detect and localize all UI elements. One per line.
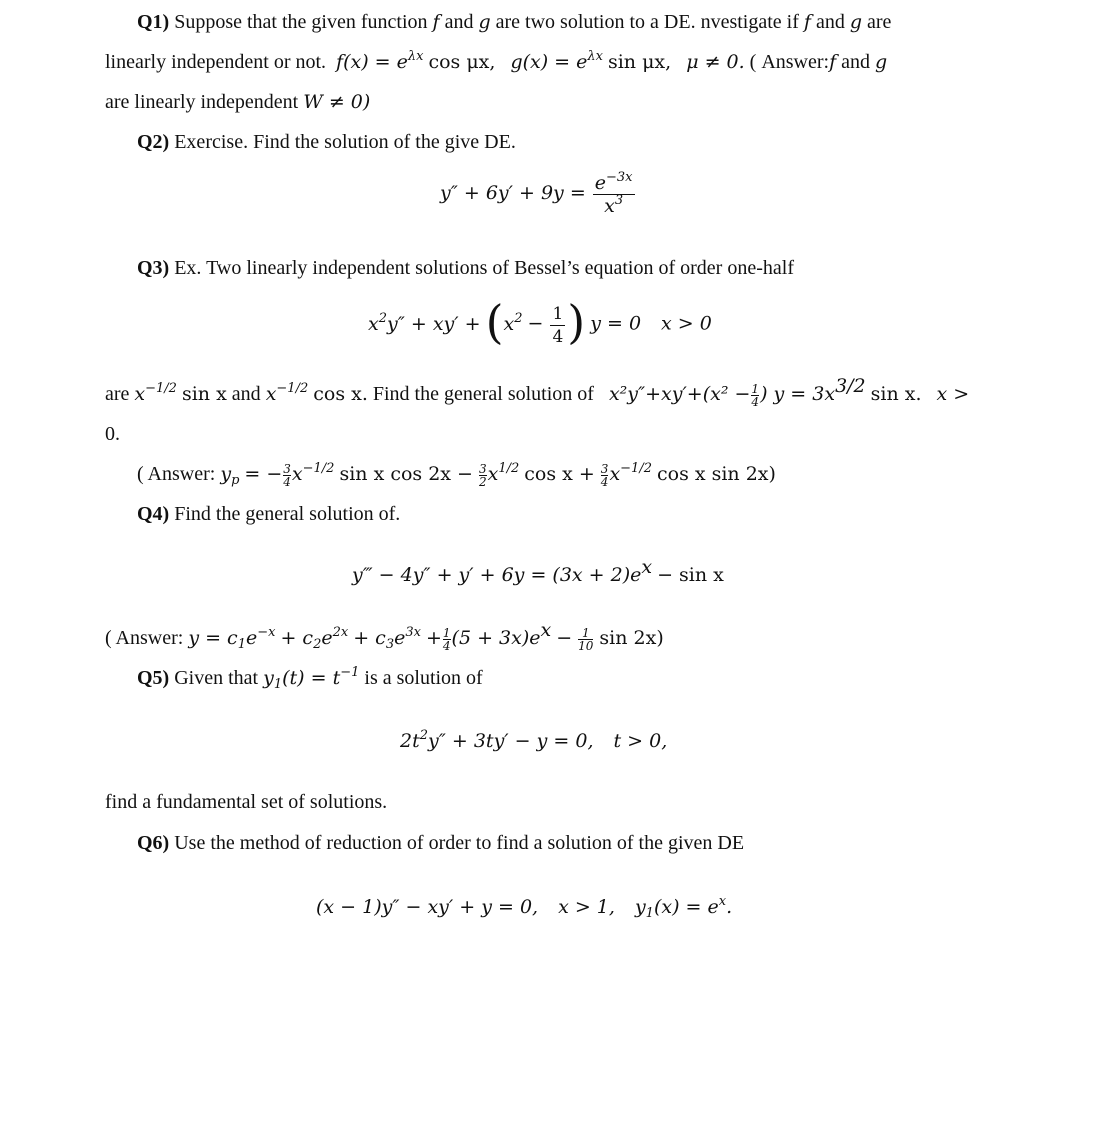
q1-text-b: are two solution to a DE. nvestigate if — [495, 11, 799, 33]
q6-equation: (x − 1)y″ − xy′ + y = 0, x > 1, $y_1(x) = e^x$. — [316, 894, 733, 921]
q5-label: Q5) — [137, 667, 170, 689]
q1-f-definition: $f(x) = e^{\lambda x}$ — [336, 49, 424, 73]
q5-line: Q5) Given that $y_1(t) = t^{-1}$ is a solution of — [137, 665, 483, 692]
q2-equation: y″ + 6y′ + 9y = $\frac{e^{-3x}}{x^3}$ — [440, 170, 633, 217]
q5-find: find a fundamental set of solutions. — [105, 791, 388, 813]
q3-answer: ( Answer: $y_p$ = − $\frac{3}{4}$ $x^{-1/2}$ sin x cos 2x − $\frac{3}{2}$ $x^{1/2}$ cos x + $\frac{3}{4}$ $x^{-1/2}$ cos x sin 2x) — [137, 461, 776, 489]
q1-line-1: Q1) Suppose that the given function f and g are two solution to a DE. nvestigate if f and g are — [137, 11, 892, 33]
q3-line — [137, 256, 794, 280]
q1-line-2: linearly independent or not. $f(x) = e^{\lambda x}$ cos μx, $g(x) = e^{\lambda x}$ sin μx, μ ≠ 0. ( Answer:f and g — [105, 49, 888, 73]
q3-text: Ex. Two linearly independent solutions of Bessel’s equation of order one-half — [174, 257, 794, 279]
q1-label: Q1) — [137, 11, 170, 33]
q3-label: Q3) — [137, 257, 170, 279]
q1-g-definition: $g(x) = e^{\lambda x}$ — [510, 49, 603, 73]
q4-line — [137, 502, 400, 526]
q1-mu-condition: μ ≠ 0. — [686, 51, 745, 73]
q2-label: Q2) — [137, 131, 170, 153]
q6-label: Q6) — [137, 832, 170, 854]
q5-equation: $2t^2y'' + 3ty' - y = 0$, t > 0, — [400, 728, 668, 752]
q2-line — [137, 130, 516, 154]
q3-zero: 0. — [105, 423, 120, 445]
q1-line-3: are linearly independent W ≠ 0) — [105, 91, 371, 113]
q2-fraction: $\frac{e^{-3x}}{x^3}$ — [594, 170, 633, 217]
q6-line — [137, 831, 744, 855]
q6-text: Use the method of reduction of order to find a solution of the given DE — [174, 832, 745, 854]
q1-wronskian-condition: W ≠ 0) — [303, 91, 371, 113]
q1-text-a: Suppose that the given function — [174, 11, 428, 33]
q2-text: Exercise. Find the solution of the give DE. — [174, 131, 516, 153]
q4-equation: y‴ − $4y'' + y' + 6y = (3x + 2)e^x - \sin x$ — [352, 556, 724, 586]
q4-answer: ( Answer: $y = c_1e^{-x} + c_2e^{2x} + c_3e^{3x}$ + $\frac{1}{4}$ $(5 + 3x)e^x$ − $\frac{1}{10}$ sin 2x) — [105, 619, 664, 653]
q3-solutions-line: are $x^{-1/2}$ sin x and $x^{-1/2}$ cos x. Find the general solution of x²y″+xy′+(x² − $\frac{1}{4}$ ) $y = 3x^{3/2}$ sin x. x > — [105, 375, 970, 409]
q4-text: Find the general solution of. — [174, 503, 401, 525]
q4-label: Q4) — [137, 503, 170, 525]
q3-bessel-equation: $x^2y'' + xy' + (x^2$ − $\frac{1}{4}$ ) y = 0 x > 0 — [368, 295, 712, 349]
